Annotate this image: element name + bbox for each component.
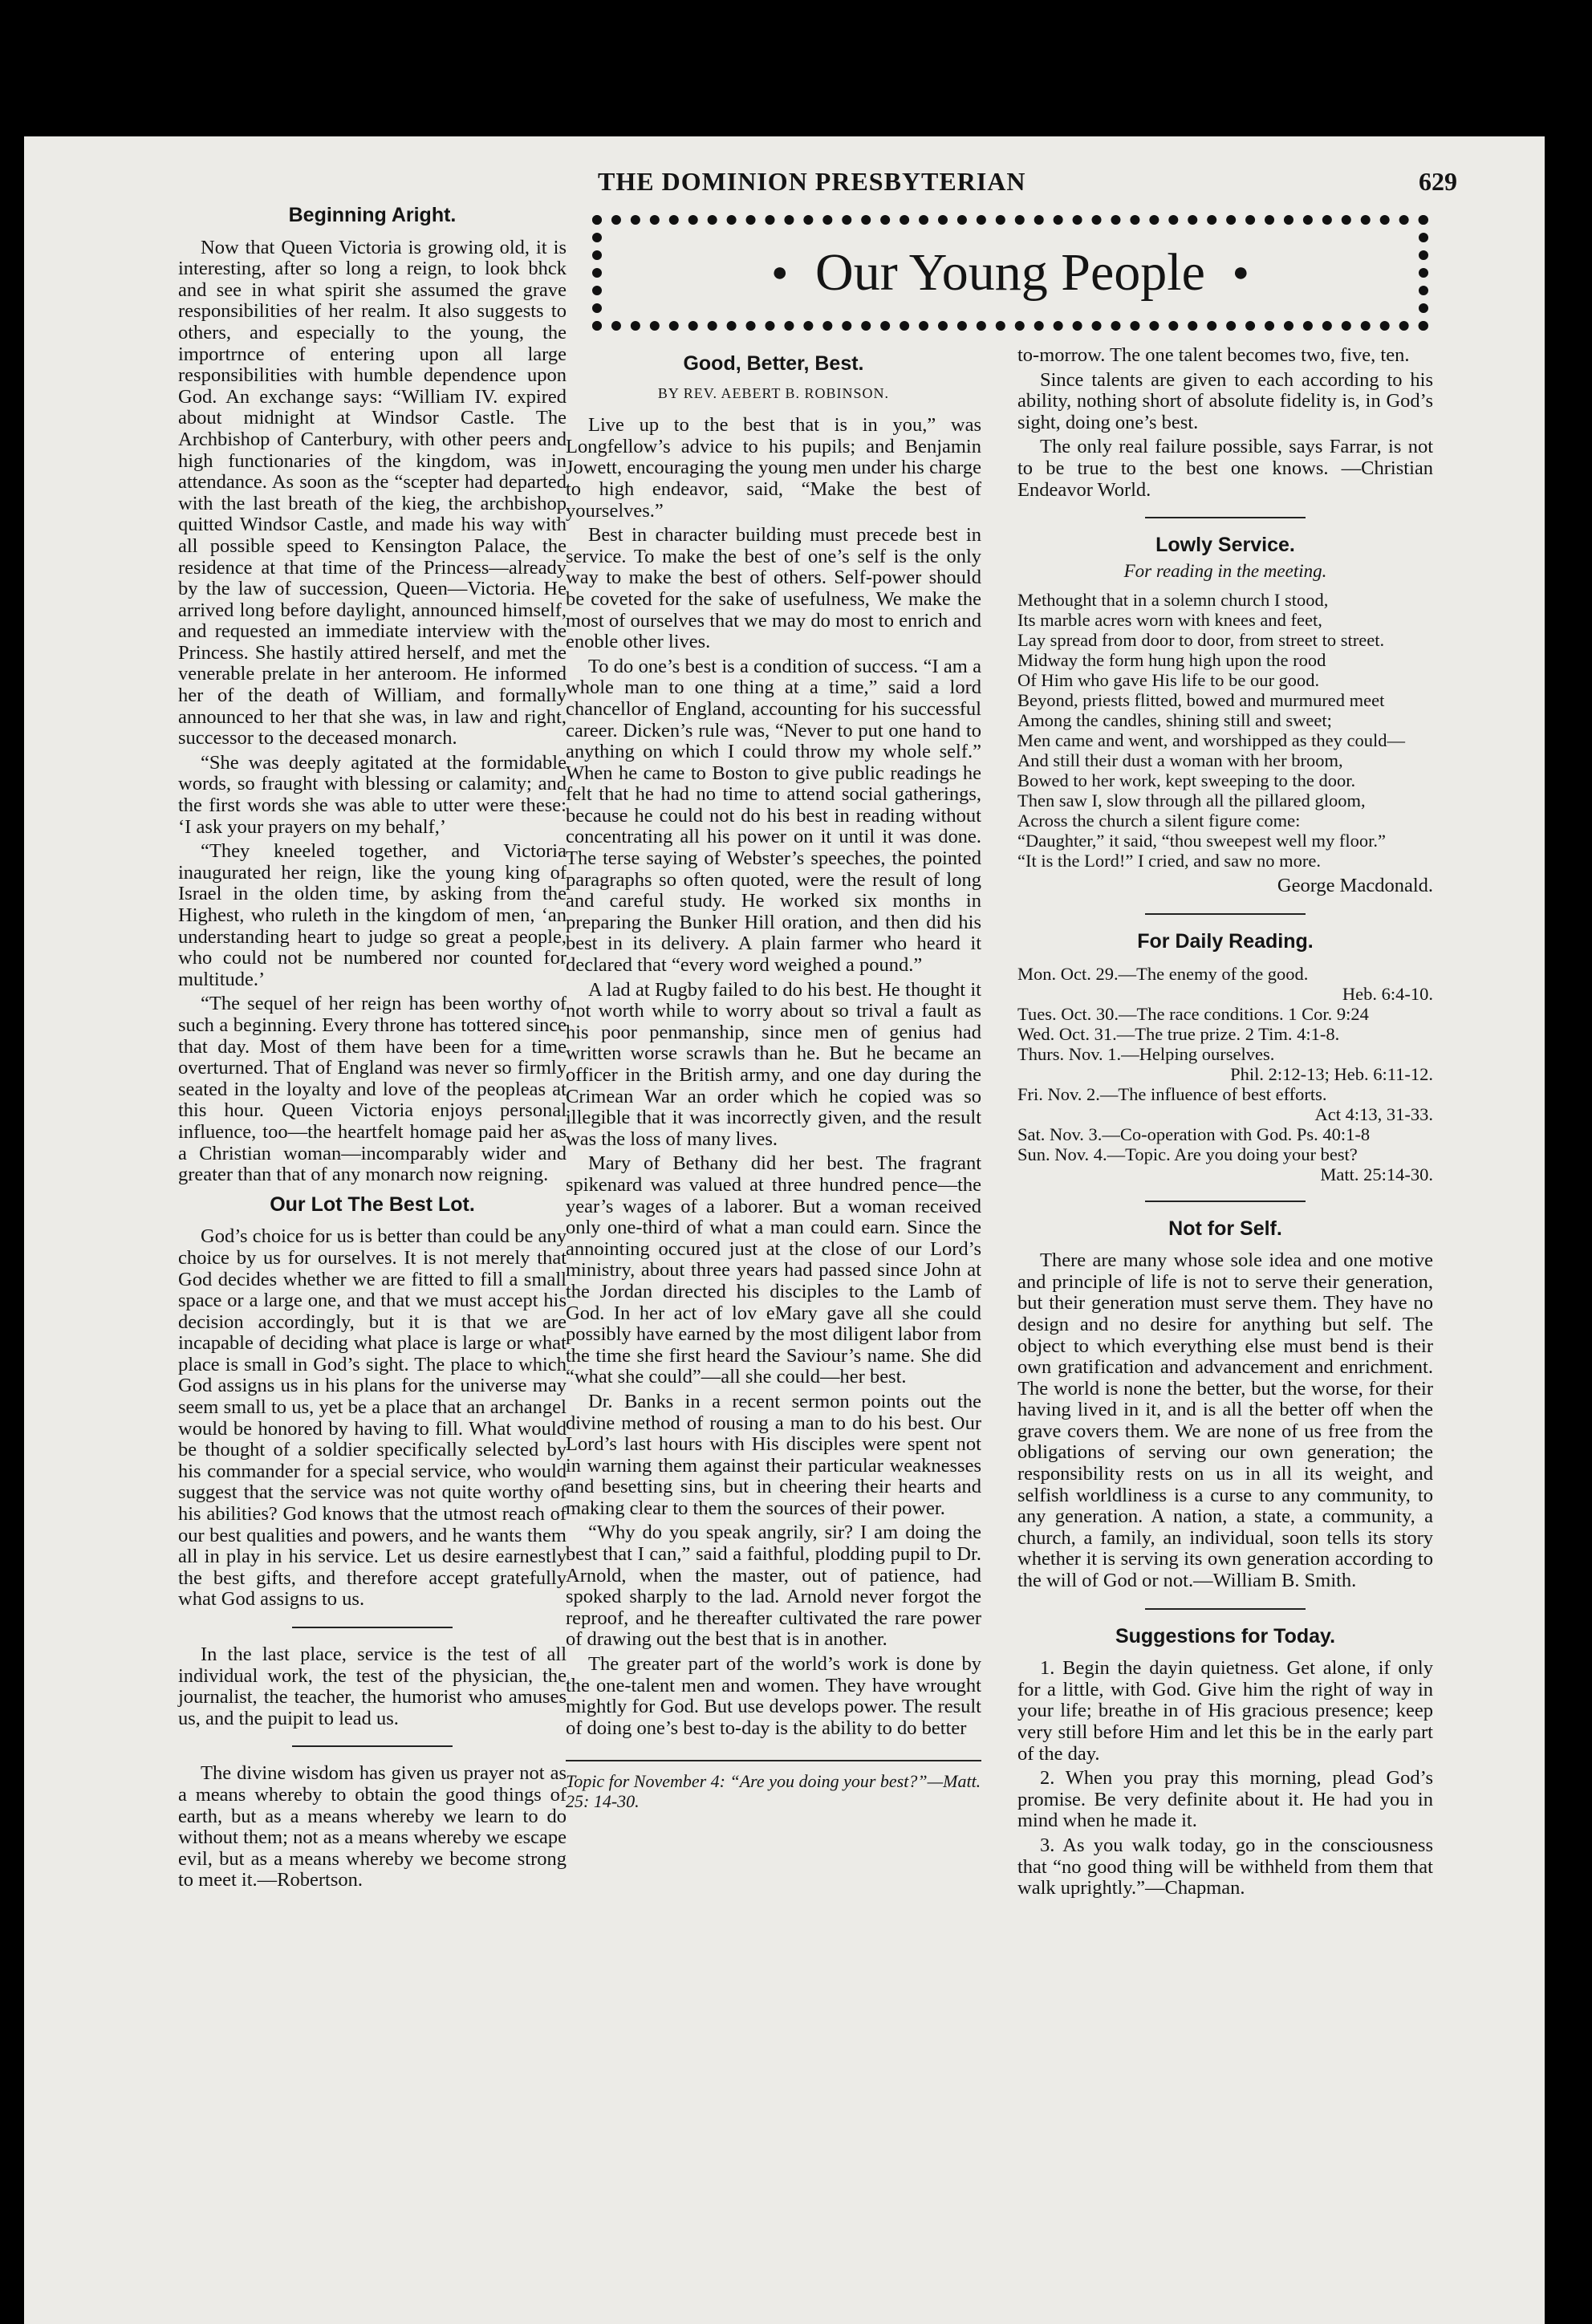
reading-text: Wed. Oct. 31.—The true prize. 2 Tim. 4:1-8.	[1017, 1023, 1340, 1044]
reading-ref: Phil. 2:12-13; Heb. 6:11-12.	[1230, 1063, 1433, 1084]
paragraph: Mary of Bethany did her best. The fragrant spikenard was valued at three hundred pence—the year’s wages of a laborer. But a woman received only one-third of what a man could earn. Since the annointing occured just at the close of our Lord’s ministry, about three years had passed since John at the Jordan directed his disciples to the Lamb of God. In her act of lov eMary gave all she could possibly have earned by the most diligent labor from the time she first heard the Saviour’s name. She did “what she could”—all she could—her best.	[566, 1152, 981, 1388]
banner-dot-left-icon: ●	[771, 258, 789, 287]
reading-item	[1017, 1044, 1433, 1084]
article-title-daily-reading: For Daily Reading.	[1137, 929, 1314, 953]
reading-item	[1017, 1024, 1433, 1044]
paragraph: God’s choice for us is better than could be any choice by us for ourselves. It is not merely that God decides whether we are fitted to fill a small space or a large one, and that we must accept his decision accordingly, but it is that we are incapable of deciding what place is large or what place is small in God’s sight. The place to which God assigns us in his plans for the universe may seem small to us, yet be a place that an archangel would be honored by having to fill. What would be thought of a soldier specifically selected by his commander for a special service, who would suggest that the service was not quite worthy of his abilities? God knows that the utmost reach of our best qualities and powers, and he wants them all in play in his service. Let us desire earnestly the best gifts, and therefore accept gratefully what God assigns to us.	[178, 1225, 567, 1611]
reading-item	[1017, 1004, 1433, 1024]
reading-text: Sat. Nov. 3.—Co-operation with God. Ps. 40:1-8	[1017, 1123, 1371, 1144]
paragraph: 2. When you pray this morning, plead God’s promise. Be very definite about it. He had you in mind when he made it.	[1017, 1767, 1433, 1832]
poem-line: Its marble acres worn with knees and feet,	[1017, 610, 1322, 631]
reading-text: Fri. Nov. 2.—The influence of best efforts.	[1017, 1083, 1327, 1104]
paragraph: To do one’s best is a condition of success. “I am a whole man to one thing at a time,” said a lord chancellor of England, accounting for his successful career. Dicken’s rule was, “Never to put one hand to anything on which I could throw my whole self.” When he came to Boston to give public readings he felt that he had no time to attend social gatherings, because he could not do his best in reading without concentrating all his power on it until it was done. The terse saying of Webster’s speeches, the pointed paragraphs so often quoted, were the result of long and careful study. He worked six months in preparing the Bunker Hill oration, and then did his best in its delivery. A plain farmer who heard it declared that “every word weighed a pound.”	[566, 655, 981, 977]
reading-item	[1017, 1144, 1433, 1184]
signature: George Macdonald.	[1277, 875, 1433, 897]
paragraph: “They kneeled together, and Victoria inaugurated her reign, like the young king of Israel in the olden time, by asking from the Highest, who ruleth in the kingdom of men, ‘an understanding heart to judge so great a people, who could not be numbered nor counted for multitude.’	[178, 840, 567, 990]
section-banner	[592, 215, 1428, 331]
poem-line: Among the candles, shining still and sweet;	[1017, 710, 1332, 731]
divider	[1145, 913, 1306, 915]
paragraph: Best in character building must precede best in service. To make the best of one’s self is the only way to make the best of others. Self-power should be coveted for the sake of usefulness, We make the most of ourselves that we may do most to enrich and enoble other lives.	[566, 524, 981, 653]
poem-line: Lay spread from door to door, from street to street.	[1017, 630, 1385, 651]
article-title-suggestions: Suggestions for Today.	[1115, 1624, 1336, 1648]
paragraph: Dr. Banks in a recent sermon points out the divine method of rousing a man to do his best. Our Lord’s last hours with His disciples were spent not in warning them against their particular weaknesses and besetting sins, but in cheering their hearts and making clear to them the sources of their power.	[566, 1390, 981, 1519]
poem-line: Then saw I, slow through all the pillared gloom,	[1017, 790, 1366, 811]
article-title-lowly-service: Lowly Service.	[1155, 534, 1295, 557]
paragraph: A lad at Rugby failed to do his best. He thought it not worth while to worry about so trival a fault as his poor penmanship, since men of genius had written worse scrawls than he. But he became an officer in the British army, and one day during the Crimean War an order which he copied was so illegible that it was incorrectly given, and the result was the loss of many lives.	[566, 978, 981, 1150]
paragraph: The divine wisdom has given us prayer not as a means whereby to obtain the good things of earth, but as a means whereby we learn to do without them; not as a means whereby we escape evil, but as a means whereby we become strong to meet it.—Robertson.	[178, 1762, 567, 1891]
paragraph: Since talents are given to each according to his ability, nothing short of absolute fidelity is, in God’s sight, doing one’s best.	[1017, 368, 1433, 433]
banner-title: Our Young People	[815, 243, 1205, 302]
poem-line: “It is the Lord!” I cried, and saw no more.	[1017, 851, 1321, 872]
poem-line: Methought that in a solemn church I stood,	[1017, 590, 1329, 611]
reading-ref: Matt. 25:14-30.	[1320, 1164, 1433, 1184]
paragraph: The greater part of the world’s work is done by the one-talent men and women. They have wrought mightly for God. But use develops power. The result of doing one’s best to-day is the ability to do better	[566, 1653, 981, 1739]
subtitle: For reading in the meeting.	[1123, 560, 1327, 581]
paragraph: There are many whose sole idea and one motive and principle of life is not to serve their generation, but their generation must serve them. They have no design and no desire for anything but self. The object to which everything else must bend is their own gratification and advancement and enrichment. The world is none the better, but the worse, for their having lived in it, and is all the better off when the grave covers them. We are none of us free from the obligations of serving our own generation; the responsibility rests on us in all its weight, and selfish worldliness is a curse to any community, to any generation. A nation, a state, a community, a church, a family, an individual, soon tells its story whether it is serving its own generation according to the will of God or not.—William B. Smith.	[1017, 1249, 1433, 1592]
article-title-lot: Our Lot The Best Lot.	[270, 1192, 475, 1216]
paragraph: Now that Queen Victoria is growing old, it is interesting, after so long a reign, to look bhck and see in what spirit she assumed the grave responsibilities of her realm. It also suggests to others, and especially to the young, the importrnce of entering upon all large responsibilities with humble dependence upon God. An exchange says: “William IV. expired about midnight at Windsor Castle. The Archbishop of Canterbury, with other peers and high functionaries of the kingdom, was in attendance. As soon as the “scepter had departed with the last breath of the kieg, the archbishop quitted Windsor Castle, and made his way with all possible speed to Kensington Palace, the residence at that time of the Princess—already by the law of succession, Queen—Victoria. He arrived long before daylight, announced himself, and requested an immediate interview with the Princess. She hastily attired herself, and met the venerable prelate in her anteroom. He informed her of the death of William, and formally announced to her that she was, in law and right, successor to the deceased monarch.	[178, 236, 567, 750]
reading-item	[1017, 964, 1433, 1004]
paragraph: 3. As you walk today, go in the consciousness that “no good thing will be withheld from them that walk uprightly.”—Chapman.	[1017, 1834, 1433, 1899]
poem-line: Men came and went, and worshipped as they could—	[1017, 730, 1405, 751]
topic-note: Topic for November 4: “Are you doing your best?”—Matt. 25: 14-30.	[566, 1760, 981, 1811]
poem-line: And still their dust a woman with her broom,	[1017, 750, 1343, 771]
paragraph: to-morrow. The one talent becomes two, five, ten.	[1017, 344, 1410, 366]
reading-item	[1017, 1084, 1433, 1124]
article-title-beginning: Beginning Aright.	[288, 204, 457, 226]
poem-line: Midway the form hung high upon the rood	[1017, 650, 1326, 671]
reading-list	[1017, 964, 1433, 1184]
banner-dot-right-icon: ●	[1232, 258, 1249, 287]
reading-text: Mon. Oct. 29.—The enemy of the good.	[1017, 963, 1309, 984]
divider	[1145, 1201, 1306, 1202]
reading-item	[1017, 1124, 1433, 1144]
poem-line: Across the church a silent figure come:	[1017, 811, 1301, 831]
paragraph: “She was deeply agitated at the formidable words, so fraught with blessing or calamity; and the first words she was able to utter were these: ‘I ask your prayers on my behalf,’	[178, 751, 567, 838]
divider	[292, 1627, 453, 1628]
masthead: THE DOMINION PRESBYTERIAN	[598, 167, 1026, 196]
paragraph: “The sequel of her reign has been worthy of such a beginning. Every throne has tottered since that day. Most of them have been for a time overturned. That of England was never so firmly seated in the loyalty and love of the peopleas at this hour. Queen Victoria enjoys personal influence, too—the heartfelt homage paid her as a Christian woman—incomparably wider and greater than that of any monarch now reigning.	[178, 993, 567, 1186]
column-left	[178, 197, 567, 1895]
reading-ref: Heb. 6:4-10.	[1342, 983, 1433, 1004]
column-middle	[566, 345, 981, 1811]
paragraph: “Why do you speak angrily, sir? I am doing the best that I can,” said a faithful, plodding pupil to Dr. Arnold, when the master, out of patience, had spoked sharply to the lad. Arnold never forgot the reproof, and he thereafter cultivated the rare power of drawing out the best that is in another.	[566, 1522, 981, 1651]
poem-line: Of Him who gave His life to be our good.	[1017, 670, 1320, 691]
article-title-good-better-best: Good, Better, Best.	[683, 352, 864, 375]
poem-line: Bowed to her work, kept sweeping to the door.	[1017, 770, 1356, 791]
byline: BY REV. AEBERT B. ROBINSON.	[657, 384, 890, 401]
reading-text: Sun. Nov. 4.—Topic. Are you doing your best?	[1017, 1144, 1358, 1164]
paragraph: In the last place, service is the test of all individual work, the test of the physician, the journalist, the teacher, the humorist who amuses us, and the puipit to lead us.	[178, 1643, 567, 1729]
divider	[292, 1745, 453, 1747]
page-number: 629	[1419, 167, 1457, 196]
paragraph: 1. Begin the dayin quietness. Get alone, if only for a little, with God. Give him the right of way in your life; breathe in of His gracious presence; keep very still before Him and let this be in the early part of the day.	[1017, 1657, 1433, 1765]
paragraph: Live up to the best that is in you,” was Longfellow’s advice to his pupils; and Benjamin Jowett, encouraging the young men under his charge to high endeavor, said, “Make the best of yourselves.”	[566, 414, 981, 522]
column-right	[1017, 345, 1433, 1903]
reading-text: Tues. Oct. 30.—The race conditions. 1 Cor. 9:24	[1017, 1003, 1369, 1024]
paragraph: The only real failure possible, says Farrar, is not to be true to the best one knows. —Christian Endeavor World.	[1017, 436, 1433, 501]
poem-line: Beyond, priests flitted, bowed and murmured meet	[1017, 690, 1385, 711]
divider	[1145, 517, 1306, 518]
reading-ref: Act 4:13, 31-33.	[1314, 1103, 1433, 1124]
poem	[1017, 590, 1433, 871]
divider	[1145, 1608, 1306, 1610]
poem-line: “Daughter,” it said, “thou sweepest well my floor.”	[1017, 831, 1386, 851]
article-title-not-for-self: Not for Self.	[1168, 1217, 1282, 1240]
reading-text: Thurs. Nov. 1.—Helping ourselves.	[1017, 1043, 1275, 1064]
